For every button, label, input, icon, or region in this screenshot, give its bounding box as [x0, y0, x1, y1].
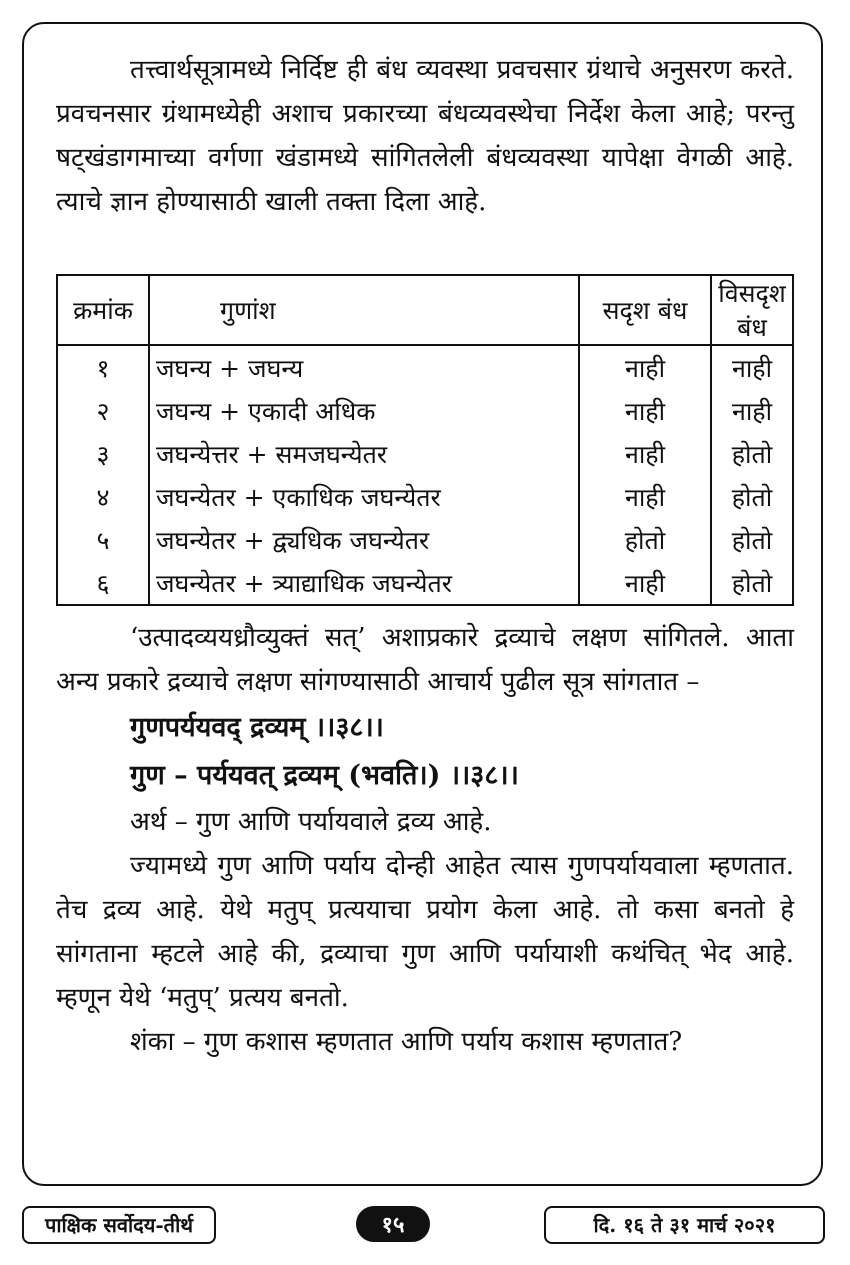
cell-visadrush: नाही — [711, 345, 793, 389]
cell-serial: ३ — [57, 432, 149, 475]
publication-name: पाक्षिक सर्वोदय-तीर्थ — [22, 1206, 216, 1244]
table-row — [57, 432, 793, 475]
cell-visadrush: नाही — [711, 389, 793, 432]
cell-serial: ४ — [57, 475, 149, 518]
cell-visadrush: होतो — [711, 561, 793, 605]
table-row — [57, 475, 793, 518]
table-header-row — [57, 275, 793, 345]
cell-gunansh: जघन्येतर + द्व्यधिक जघन्येतर — [149, 518, 579, 561]
header-serial: क्रमांक — [57, 275, 149, 345]
page-content — [56, 48, 794, 1064]
cell-gunansh: जघन्येतर + एकाधिक जघन्येतर — [149, 475, 579, 518]
question-paragraph: शंका – गुण कशास म्हणतात आणि पर्याय कशास म्हणतात? — [130, 1027, 683, 1057]
explanation-paragraph: ज्यामध्ये गुण आणि पर्याय दोन्ही आहेत त्यास गुणपर्यायवाला म्हणतात. तेच द्रव्य आहे. येथे मतुप् प्रत्ययाचा प्रयोग केला आहे. तो कसा बनतो हे सांगताना म्हटले आहे की, द्रव्याचा गुण आणि पर्यायाशी कथंचित् भेद आहे. म्हणून येथे ‘मतुप्’ प्रत्यय बनतो. — [56, 851, 794, 1013]
table-row — [57, 345, 793, 389]
header-visadrush: विसदृश बंध — [711, 275, 793, 345]
cell-sadrush: नाही — [579, 389, 711, 432]
cell-sadrush: नाही — [579, 561, 711, 605]
page-footer — [0, 1206, 850, 1244]
intro-paragraph: तत्त्वार्थसूत्रामध्ये निर्दिष्ट ही बंध व्यवस्था प्रवचसार ग्रंथाचे अनुसरण करते. प्रवचनसार ग्रंथामध्येही अशाच प्रकारच्या बंधव्यवस्थेचा निर्देश केला आहे; परन्तु षट्खंडागमाच्या वर्गणा खंडामध्ये सांगितलेली बंधव्यवस्था यापेक्षा वेगळी आहे. त्याचे ज्ञान होण्यासाठी खाली तक्ता दिला आहे. — [56, 55, 794, 217]
cell-serial: ५ — [57, 518, 149, 561]
table-row — [57, 389, 793, 432]
cell-serial: १ — [57, 345, 149, 389]
cell-visadrush: होतो — [711, 475, 793, 518]
cell-gunansh: जघन्य + जघन्य — [149, 345, 579, 389]
cell-gunansh: जघन्येत्तर + समजघन्येतर — [149, 432, 579, 475]
cell-sadrush: नाही — [579, 432, 711, 475]
issue-date: दि. १६ ते ३१ मार्च २०२१ — [544, 1206, 825, 1244]
cell-sadrush: होतो — [579, 518, 711, 561]
page-number: १५ — [356, 1206, 430, 1242]
cell-gunansh: जघन्येतर + त्र्याद्याधिक जघन्येतर — [149, 561, 579, 605]
cell-sadrush: नाही — [579, 345, 711, 389]
after-table-paragraph: ‘उत्पादव्ययध्रौव्युक्तं सत्’ अशाप्रकारे द्रव्याचे लक्षण सांगितले. आता अन्य प्रकारे द्रव्याचे लक्षण सांगण्यासाठी आचार्य पुढील सूत्र सांगतात – — [56, 623, 794, 697]
cell-sadrush: नाही — [579, 475, 711, 518]
cell-gunansh: जघन्य + एकादी अधिक — [149, 389, 579, 432]
cell-visadrush: होतो — [711, 432, 793, 475]
cell-serial: ६ — [57, 561, 149, 605]
cell-serial: २ — [57, 389, 149, 432]
table-row — [57, 561, 793, 605]
header-gunansh: गुणांश — [149, 275, 579, 345]
meaning-paragraph: अर्थ – गुण आणि पर्यायवाले द्रव्य आहे. — [130, 807, 492, 837]
table-row — [57, 518, 793, 561]
sutra-line-2: गुण – पर्ययवत् द्रव्यम् (भवति।) ।।३८।। — [130, 760, 519, 791]
header-sadrush: सदृश बंध — [579, 275, 711, 345]
bond-table — [56, 274, 794, 606]
sutra-line-1: गुणपर्ययवद् द्रव्यम् ।।३८।। — [130, 712, 384, 743]
cell-visadrush: होतो — [711, 518, 793, 561]
